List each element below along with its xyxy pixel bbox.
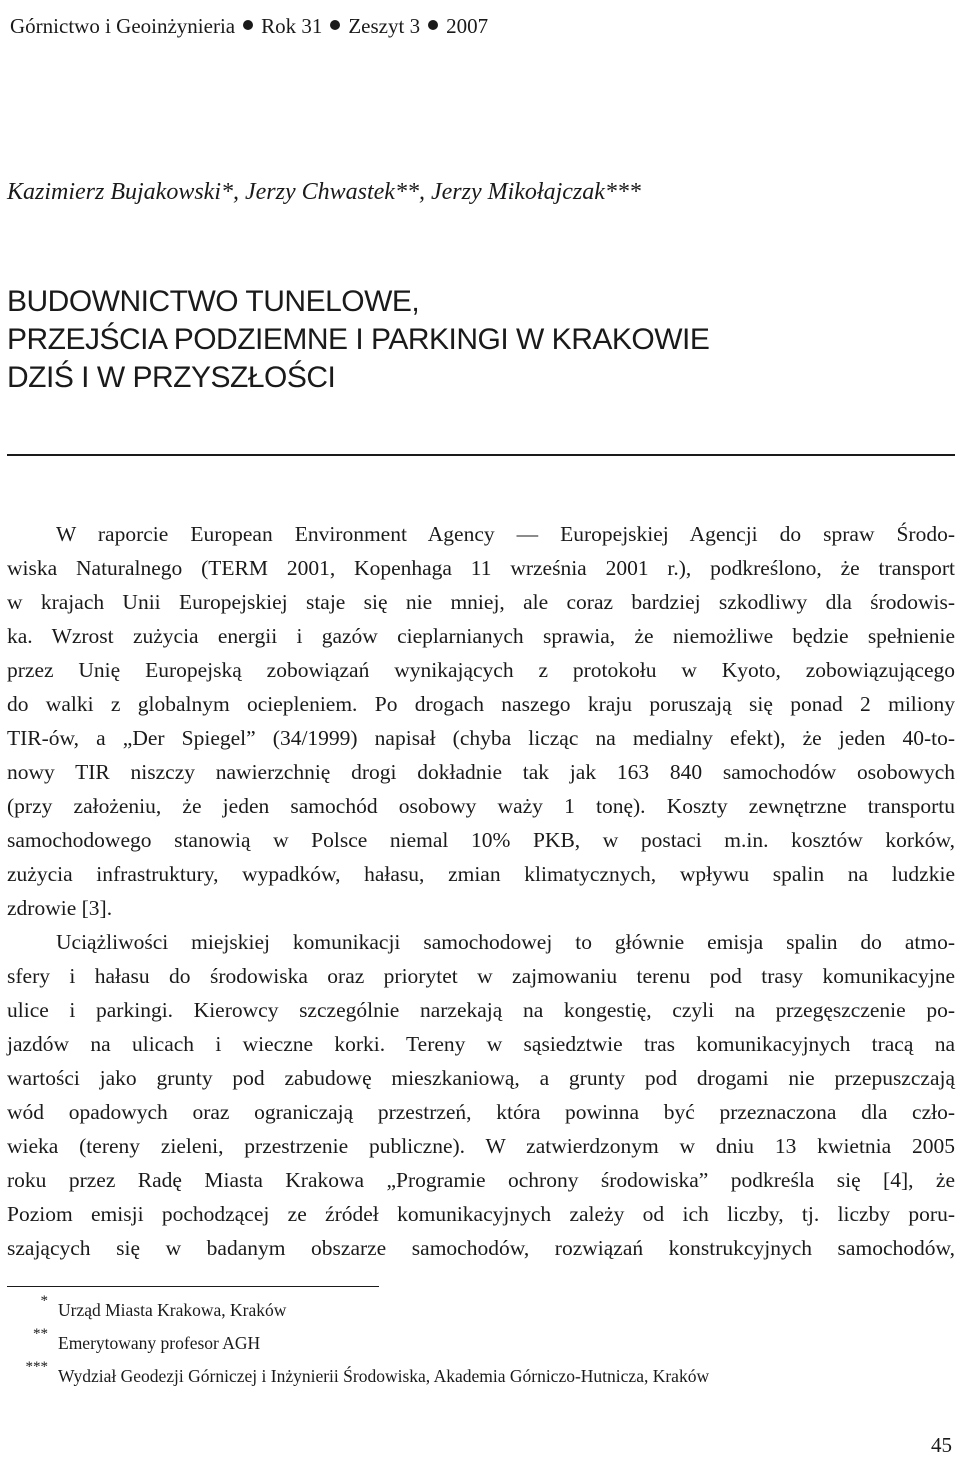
body-line: (przy założeniu, że jeden samochód osobowy waży 1 tonę). Koszty zewnętrzne transportu [7, 794, 955, 818]
journal-name: Górnictwo i Geoinżynieria [10, 14, 236, 38]
article-title [7, 283, 709, 397]
body-line: TIR-ów, a „Der Spiegel” (34/1999) napisał (chyba licząc na medialny efekt), że jeden 40-to- [7, 726, 955, 750]
body-line: przez Unię Europejską zobowiązań wynikających z protokołu w Kyoto, zobowiązującego [7, 658, 955, 682]
body-line: jazdów na ulicach i wieczne korki. Tereny w sąsiedztwie tras komunikacyjnych tracą na [7, 1032, 955, 1056]
bullet-icon [428, 20, 438, 30]
footnote-mark: *** [25, 1359, 48, 1375]
body-line: wieka (tereny zieleni, przestrzenie publiczne). W zatwierdzonym w dniu 13 kwietnia 2005 [7, 1134, 955, 1158]
journal-issue: Zeszyt 3 [348, 14, 421, 38]
title-line: BUDOWNICTWO TUNELOWE, [7, 285, 420, 318]
journal-volume: Rok 31 [261, 14, 323, 38]
body-line: roku przez Radę Miasta Krakowa „Programie ochrony środowiska” podkreśla się [4], że [7, 1168, 955, 1192]
journal-year: 2007 [446, 14, 489, 38]
body-line: szających się w badanym obszarze samochodów, rozwiązań konstrukcyjnych samochodów, [7, 1236, 955, 1260]
body-line: wiska Naturalnego (TERM 2001, Kopenhaga 11 września 2001 r.), podkreślono, że transport [7, 556, 955, 580]
footnote-text: Emerytowany profesor AGH [58, 1333, 261, 1353]
body-text [7, 517, 955, 1265]
body-line: nowy TIR niszczy nawierzchnię drogi dokładnie tak jak 163 840 samochodów osobowych [7, 760, 955, 784]
body-line: ulice i parkingi. Kierowcy szczególnie narzekają na kongestię, czyli na przegęszczenie po- [7, 998, 955, 1022]
title-line: PRZEJŚCIA PODZIEMNE I PARKINGI W KRAKOWIE [7, 323, 710, 356]
footnote-divider [7, 1286, 379, 1287]
authors: Kazimierz Bujakowski*, Jerzy Chwastek**, Jerzy Mikołajczak*** [7, 179, 641, 205]
body-line: wartości jako grunty pod zabudowę mieszkaniową, a grunty pod drogami nie przepuszczają [7, 1066, 955, 1090]
body-line: wód opadowych oraz ograniczają przestrzeń, która powinna być przeznaczona dla czło- [7, 1100, 955, 1124]
body-line: sfery i hałasu do środowiska oraz priorytet w zajmowaniu terenu pod trasy komunikacyjne [7, 964, 955, 988]
body-line: ka. Wzrost zużycia energii i gazów cieplarnianych sprawia, że niemożliwe będzie spełnienie [7, 624, 955, 648]
body-line: do walki z globalnym ociepleniem. Po drogach naszego kraju poruszają się ponad 2 miliony [7, 692, 955, 716]
body-line: W raporcie European Environment Agency — Europejskiej Agencji do spraw Środo- [56, 522, 955, 546]
body-line: Uciążliwości miejskiej komunikacji samochodowej to głównie emisja spalin do atmo- [56, 930, 955, 954]
bullet-icon [243, 20, 253, 30]
title-line: DZIŚ I W PRZYSZŁOŚCI [7, 361, 336, 394]
page-number: 45 [931, 1433, 952, 1457]
footnote-text: Wydział Geodezji Górniczej i Inżynierii Środowiska, Akademia Górniczo-Hutnicza, Kraków [58, 1366, 710, 1386]
bullet-icon [330, 20, 340, 30]
body-line: zdrowie [3]. [7, 896, 113, 920]
body-line: zużycia infrastruktury, wypadków, hałasu, zmian klimatycznych, wpływu spalin na ludzkie [7, 862, 955, 886]
footnote-text: Urząd Miasta Krakowa, Kraków [58, 1300, 287, 1320]
title-divider [7, 454, 955, 456]
running-header [10, 14, 488, 39]
body-line: samochodowego stanowią w Polsce niemal 10% PKB, w postaci m.in. kosztów korków, [7, 828, 955, 852]
body-line: w krajach Unii Europejskiej staje się nie mniej, ale coraz bardziej szkodliwy dla środowis- [7, 590, 955, 614]
body-line: Poziom emisji pochodzącej ze źródeł komunikacyjnych zależy od ich liczby, tj. liczby poru- [7, 1202, 955, 1226]
footnote-mark: * [40, 1293, 48, 1309]
footnote-mark: ** [33, 1326, 48, 1342]
